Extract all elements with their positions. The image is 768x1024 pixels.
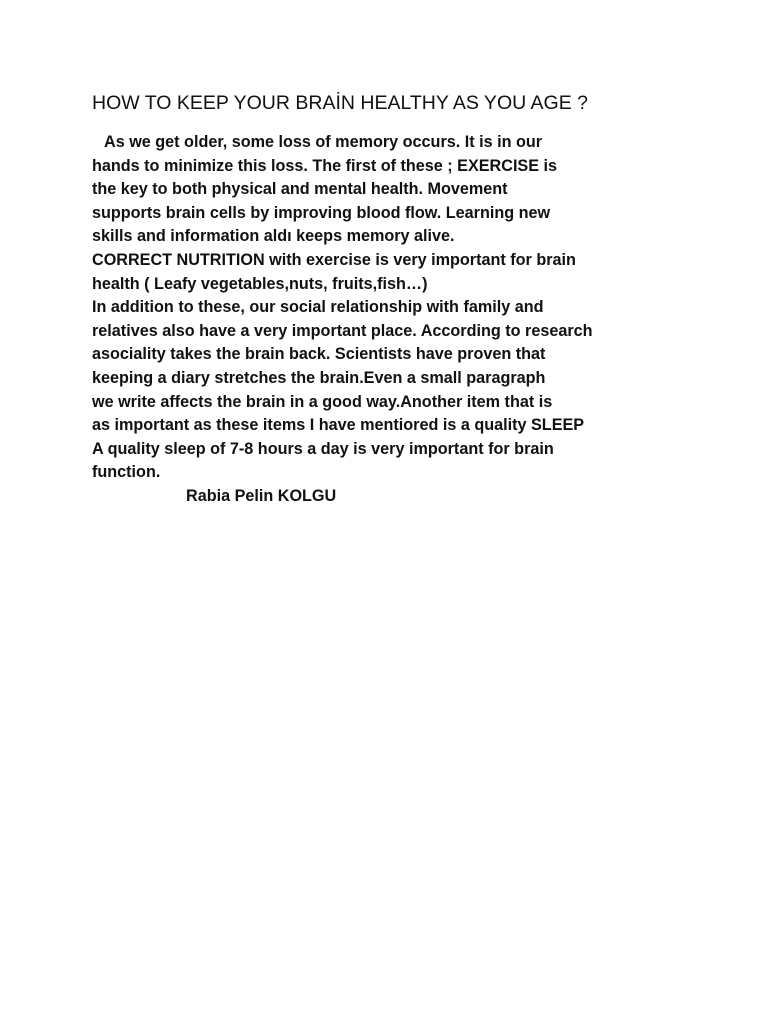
body-line: function. [92, 463, 161, 482]
body-line: In addition to these, our social relationship with family and [92, 298, 544, 317]
body-line: skills and information aldı keeps memory alive. [92, 227, 455, 246]
body-line: supports brain cells by improving blood flow. Learning new [92, 203, 551, 222]
body-line: A quality sleep of 7-8 hours a day is very important for brain [92, 439, 554, 458]
author-signature: Rabia Pelin KOLGU [186, 486, 337, 505]
body-line: health ( Leafy vegetables,nuts, fruits,fish…) [92, 274, 428, 293]
body-line: keeping a diary stretches the brain.Even a small paragraph [92, 368, 546, 387]
document-body [92, 131, 752, 509]
body-line: As we get older, some loss of memory occurs. It is in our [104, 133, 543, 151]
body-line: asociality takes the brain back. Scientists have proven that [92, 345, 546, 364]
document-title: HOW TO KEEP YOUR BRAİN HEALTHY AS YOU AGE ? [92, 92, 588, 114]
body-line: the key to both physical and mental health. Movement [92, 180, 508, 199]
body-line: hands to minimize this loss. The first of these ; EXERCISE is [92, 156, 558, 175]
body-line: we write affects the brain in a good way.Another item that is [92, 392, 553, 411]
body-line: relatives also have a very important place. According to research [92, 321, 593, 340]
body-line: as important as these items I have mentiored is a quality SLEEP [92, 416, 585, 435]
body-line: CORRECT NUTRITION with exercise is very important for brain [92, 250, 576, 269]
